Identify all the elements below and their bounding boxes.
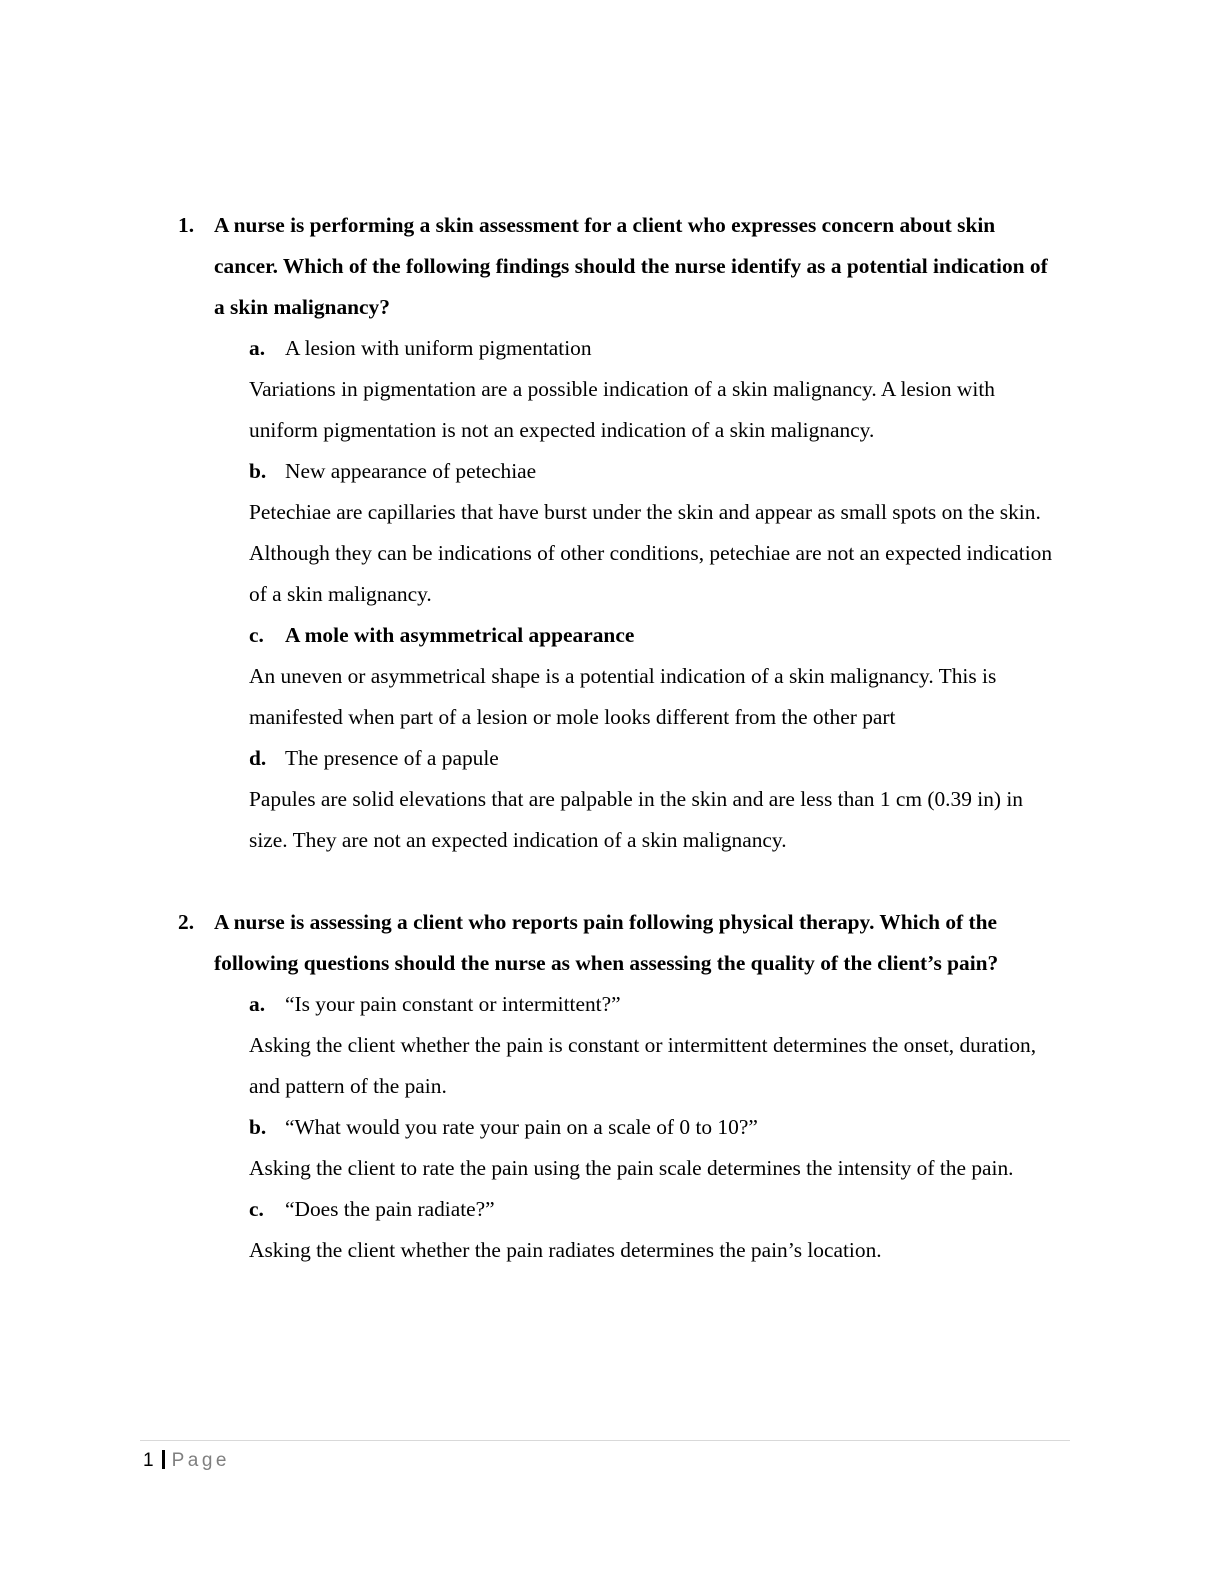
option-letter: d. — [249, 746, 267, 770]
option-letter: c. — [249, 623, 264, 647]
option-text: “What would you rate your pain on a scale of 0 to 10?” — [285, 1115, 758, 1139]
option-rationale: Petechiae are capillaries that have burst under the skin and appear as small spots on the skin. Although they can be indications of other conditions, petechiae are not an expected indication of a skin malignancy. — [249, 500, 1053, 606]
option-text: A lesion with uniform pigmentation — [285, 336, 592, 360]
option-rationale: Variations in pigmentation are a possible indication of a skin malignancy. A lesion with uniform pigmentation is not an expected indication of a skin malignancy. — [249, 377, 995, 442]
option-letter: a. — [249, 336, 266, 360]
answer-option-a — [178, 328, 1058, 369]
question-1 — [178, 205, 1058, 861]
option-letter: a. — [249, 992, 266, 1016]
option-rationale: An uneven or asymmetrical shape is a potential indication of a skin malignancy. This is manifested when part of a lesion or mole looks different from the other part — [249, 664, 997, 729]
question-number: 2. — [178, 910, 195, 934]
page-label: Page — [171, 1450, 230, 1471]
option-rationale: Asking the client to rate the pain using the pain scale determines the intensity of the pain. — [249, 1156, 1014, 1180]
footer-separator — [162, 1450, 165, 1469]
option-text: “Does the pain radiate?” — [285, 1197, 495, 1221]
page-footer — [143, 1448, 230, 1474]
answer-option-c — [178, 1189, 1058, 1230]
answer-option-a — [178, 984, 1058, 1025]
question-text: A nurse is performing a skin assessment for a client who expresses concern about skin cancer. Which of the following findings should the nurse identify as a potential indication of a skin malignancy? — [214, 213, 1048, 319]
option-letter: b. — [249, 459, 267, 483]
option-rationale: Asking the client whether the pain is constant or intermittent determines the onset, duration, and pattern of the pain. — [249, 1033, 1037, 1098]
question-stem — [178, 902, 1058, 984]
answer-option-b — [178, 1107, 1058, 1148]
option-rationale: Papules are solid elevations that are palpable in the skin and are less than 1 cm (0.39 in) in size. They are not an expected indication of a skin malignancy. — [249, 787, 1024, 852]
question-number: 1. — [178, 213, 195, 237]
option-text: The presence of a papule — [285, 746, 499, 770]
question-text: A nurse is assessing a client who reports pain following physical therapy. Which of the following questions should the nurse as when assessing the quality of the client’s pain? — [214, 910, 999, 975]
answer-option-b — [178, 451, 1058, 492]
question-stem — [178, 205, 1058, 328]
option-text: New appearance of petechiae — [285, 459, 537, 483]
option-letter: c. — [249, 1197, 264, 1221]
option-text: A mole with asymmetrical appearance — [285, 623, 635, 647]
option-letter: b. — [249, 1115, 267, 1139]
answer-option-d — [178, 738, 1058, 779]
page-number: 1 — [143, 1450, 154, 1471]
option-rationale: Asking the client whether the pain radiates determines the pain’s location. — [249, 1238, 882, 1262]
footer-divider — [140, 1440, 1070, 1441]
question-2 — [178, 902, 1058, 1271]
answer-option-c-correct — [178, 615, 1058, 656]
option-text: “Is your pain constant or intermittent?” — [285, 992, 621, 1016]
